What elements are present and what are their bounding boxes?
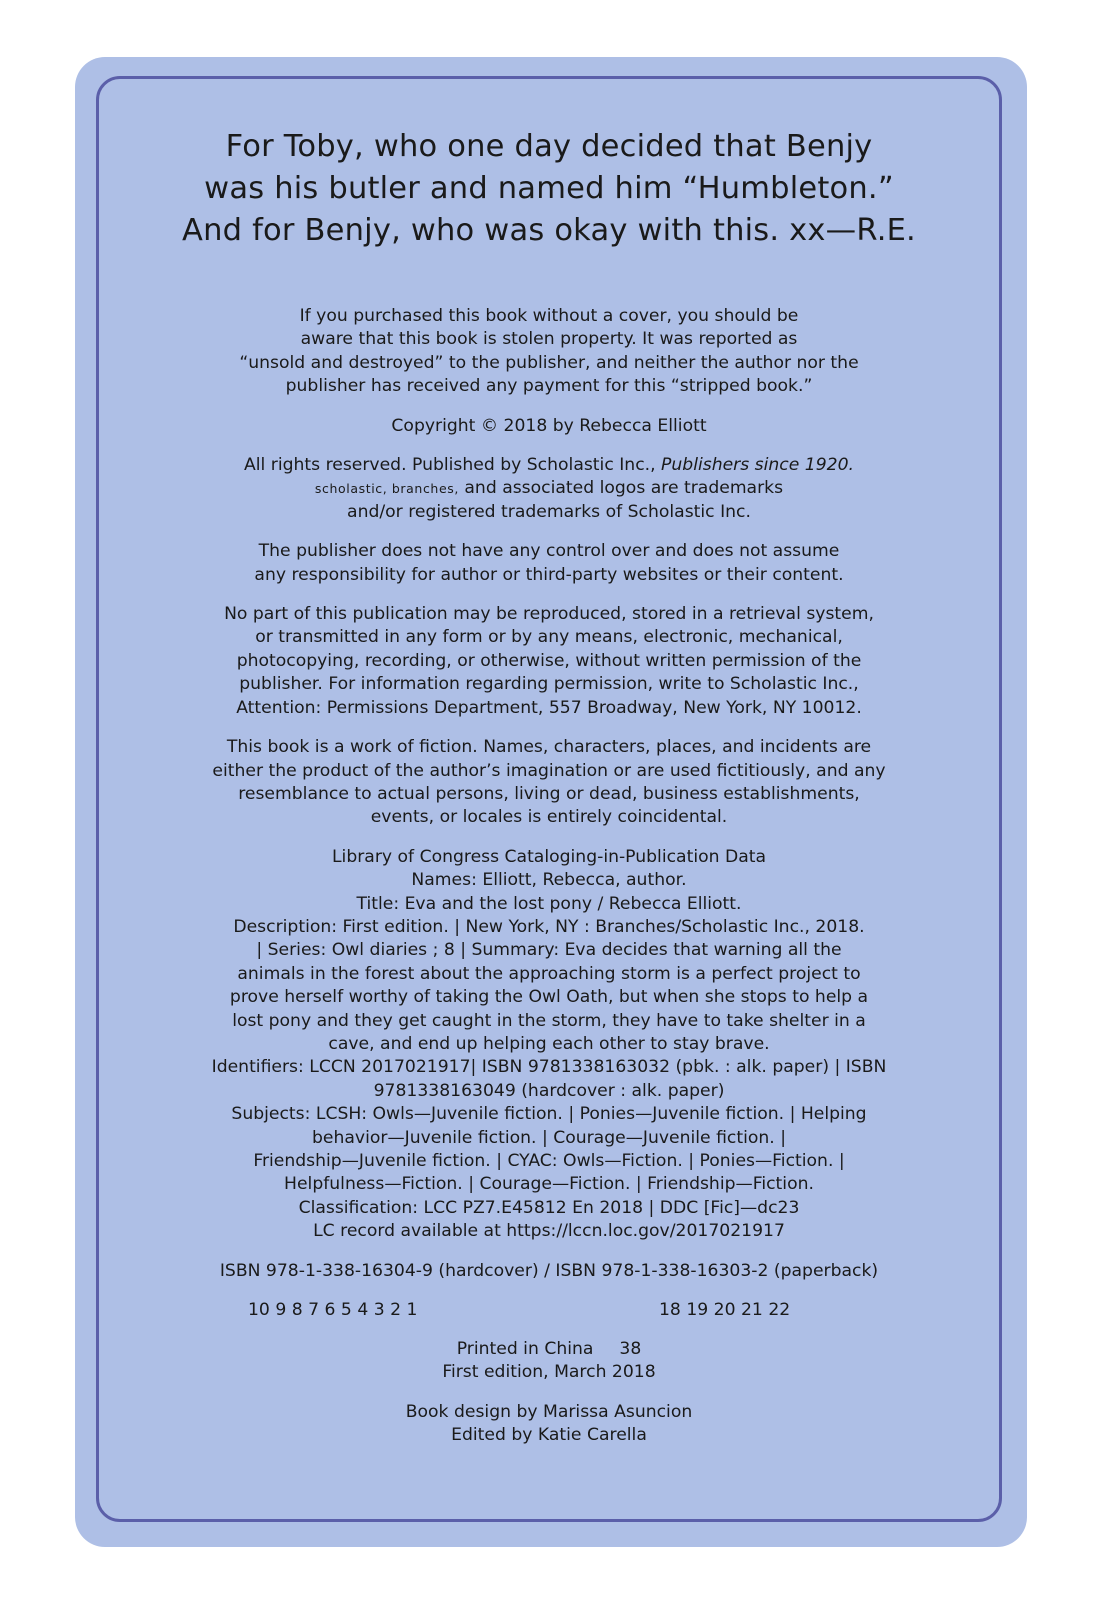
notice-line: resemblance to actual persons, living or dead, business establishments, bbox=[238, 783, 860, 804]
isbn-line: ISBN 978-1-338-16304-9 (hardcover) / ISBN 978-1-338-16303-2 (paperback) bbox=[219, 1260, 879, 1281]
cip-line: prove herself worthy of taking the Owl Oath, but when she stops to help a bbox=[229, 987, 869, 1008]
notice-line: events, or locales is entirely coincidental. bbox=[370, 807, 728, 828]
printing-number-line: 10 9 8 7 6 5 4 3 2 1 bbox=[248, 1300, 418, 1321]
printer-code: 38 bbox=[619, 1339, 642, 1360]
credit-line: Book design by Marissa Asuncion bbox=[405, 1401, 693, 1422]
cip-line: Title: Eva and the lost pony / Rebecca Elliott. bbox=[356, 893, 742, 914]
cip-data bbox=[99, 846, 999, 1244]
dedication bbox=[99, 126, 999, 252]
notice-line: This book is a work of fiction. Names, characters, places, and incidents are bbox=[226, 737, 872, 758]
dedication-line: was his butler and named him “Humbleton.” bbox=[204, 171, 894, 206]
cip-line: LC record available at https://lccn.loc.gov/2017021917 bbox=[313, 1221, 785, 1242]
isbn-notice bbox=[99, 1260, 999, 1283]
rights-line bbox=[99, 477, 999, 500]
notice-line: publisher. For information regarding permission, write to Scholastic Inc., bbox=[239, 674, 859, 695]
notice-line: aware that this book is stolen property. It was reported as bbox=[300, 329, 798, 350]
notice-line: “unsold and destroyed” to the publisher, and neither the author nor the bbox=[239, 352, 859, 373]
cip-line: Names: Elliott, Rebecca, author. bbox=[411, 870, 687, 891]
cip-line: Classification: LCC PZ7.E45812 En 2018 | DDC [Fic]—dc23 bbox=[298, 1197, 800, 1218]
cip-line: | Series: Owl diaries ; 8 | Summary: Eva decides that warning all the bbox=[256, 940, 842, 961]
notice-line: If you purchased this book without a cover, you should be bbox=[299, 306, 799, 326]
dedication-line: For Toby, who one day decided that Benjy bbox=[225, 129, 873, 164]
copyright-line: Copyright © 2018 by Rebecca Elliott bbox=[391, 415, 707, 436]
trademark-names: scholastic, branches, bbox=[314, 481, 459, 497]
rights-line: and/or registered trademarks of Scholastic Inc. bbox=[347, 501, 751, 522]
cip-line: Library of Congress Cataloging-in-Publication Data bbox=[331, 846, 767, 867]
websites-notice bbox=[99, 540, 999, 587]
rights-notice bbox=[99, 454, 999, 524]
cip-line: Friendship—Juvenile fiction. | CYAC: Owls—Fiction. | Ponies—Fiction. | bbox=[253, 1151, 845, 1171]
notice-line: either the product of the author’s imagination or are used fictitiously, and any bbox=[212, 760, 886, 781]
cip-line: behavior—Juvenile fiction. | Courage—Juvenile fiction. | bbox=[312, 1127, 786, 1148]
notice-line: photocopying, recording, or otherwise, without written permission of the bbox=[236, 650, 862, 671]
cip-line: Description: First edition. | New York, NY : Branches/Scholastic Inc., 2018. bbox=[233, 916, 865, 937]
stripped-book-notice bbox=[99, 305, 999, 399]
page-frame bbox=[75, 57, 1027, 1547]
cip-line: Helpfulness—Fiction. | Courage—Fiction. | Friendship—Fiction. bbox=[284, 1174, 814, 1195]
rights-line bbox=[99, 454, 999, 477]
credit-line: Edited by Katie Carella bbox=[451, 1425, 647, 1446]
rights-text: All rights reserved. Published by Scholastic Inc., bbox=[244, 455, 662, 476]
cip-line: animals in the forest about the approaching storm is a perfect project to bbox=[237, 963, 861, 984]
notice-line: or transmitted in any form or by any means, electronic, mechanical, bbox=[255, 627, 843, 648]
notice-line: Attention: Permissions Department, 557 Broadway, New York, NY 10012. bbox=[236, 697, 862, 718]
edition-line: First edition, March 2018 bbox=[442, 1362, 656, 1383]
printed-country: Printed in China bbox=[456, 1339, 594, 1360]
notice-line: publisher has received any payment for this “stripped book.” bbox=[285, 376, 813, 397]
rights-text: and associated logos are trademarks bbox=[458, 478, 784, 499]
notice-line: No part of this publication may be reproduced, stored in a retrieval system, bbox=[224, 604, 874, 625]
publisher-motto: Publishers since 1920. bbox=[661, 455, 854, 476]
cip-line: 9781338163049 (hardcover : alk. paper) bbox=[373, 1080, 725, 1101]
credits bbox=[99, 1401, 999, 1448]
year-number-line: 18 19 20 21 22 bbox=[659, 1300, 791, 1321]
page-border bbox=[96, 76, 1002, 1522]
notice-line: The publisher does not have any control over and does not assume bbox=[258, 541, 840, 562]
reproduction-notice bbox=[99, 603, 999, 720]
fiction-notice bbox=[99, 736, 999, 830]
dedication-line: And for Benjy, who was okay with this. xx—R.E. bbox=[182, 213, 916, 248]
printing-numbers bbox=[99, 1299, 999, 1322]
cip-line: Identifiers: LCCN 2017021917| ISBN 9781338163032 (pbk. : alk. paper) | ISBN bbox=[211, 1057, 887, 1078]
cip-line: lost pony and they get caught in the storm, they have to take shelter in a bbox=[232, 1010, 866, 1031]
copyright-page-body bbox=[99, 305, 999, 1448]
printing-info bbox=[99, 1338, 999, 1385]
copyright-notice bbox=[99, 415, 999, 438]
notice-line: any responsibility for author or third-party websites or their content. bbox=[254, 564, 844, 585]
cip-line: Subjects: LCSH: Owls—Juvenile fiction. | Ponies—Juvenile fiction. | Helping bbox=[231, 1104, 867, 1125]
cip-line: cave, and end up helping each other to stay brave. bbox=[328, 1033, 770, 1054]
printed-line bbox=[99, 1338, 999, 1361]
